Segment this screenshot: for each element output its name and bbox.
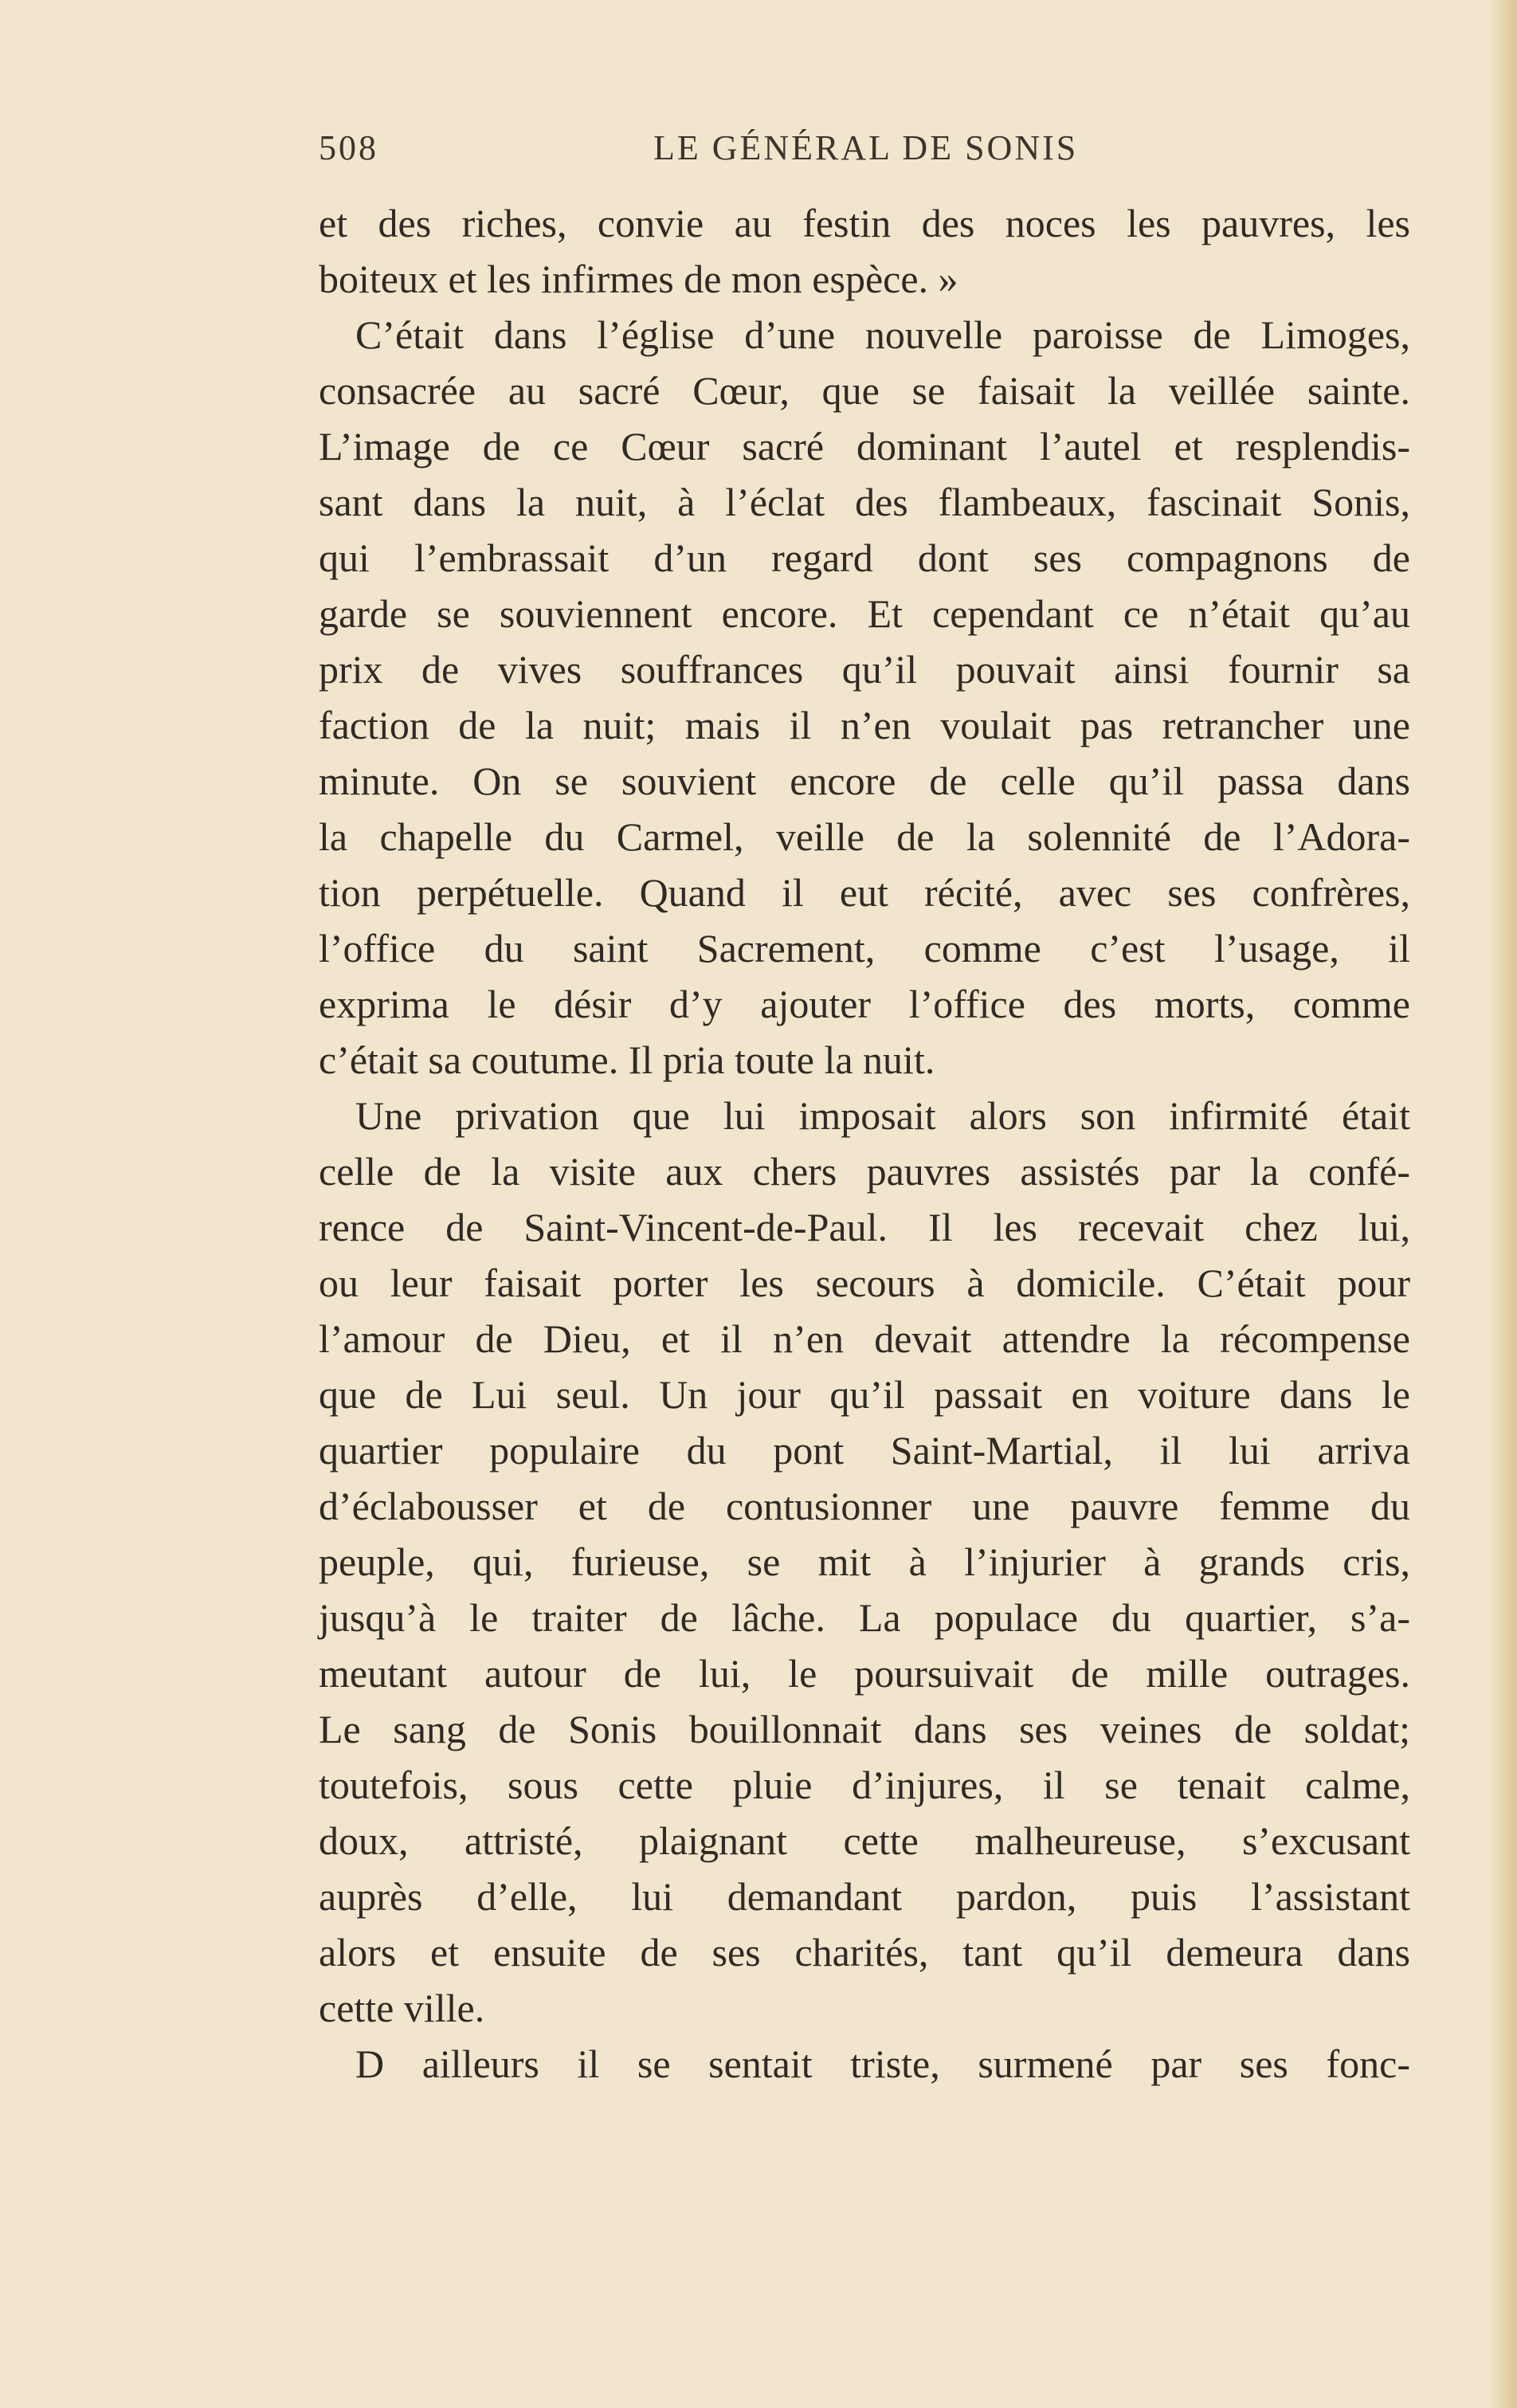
running-head: LE GÉNÉRAL DE SONIS <box>653 128 1079 167</box>
text-line: minute. On se souvient encore de celle qu’il passa dans <box>319 759 1410 803</box>
text-line: faction de la nuit; mais il n’en voulait pas retrancher une <box>319 703 1410 747</box>
text-line: exprima le désir d’y ajouter l’office des morts, comme <box>319 982 1410 1026</box>
text-line: toutefois, sous cette pluie d’injures, il se tenait calme, <box>319 1763 1410 1807</box>
text-line: l’office du saint Sacrement, comme c’est l’usage, il <box>319 926 1410 971</box>
text-line: quartier populaire du pont Saint-Martial, il lui arriva <box>319 1428 1410 1473</box>
text-line: auprès d’elle, lui demandant pardon, puis l’assistant <box>319 1874 1410 1919</box>
text-line: d’éclabousser et de contusionner une pauvre femme du <box>319 1484 1410 1528</box>
text-line: C’était dans l’église d’une nouvelle paroisse de Limoges, <box>355 312 1410 357</box>
text-line: cette ville. <box>319 1986 485 2030</box>
text-line: doux, attristé, plaignant cette malheureuse, s’excusant <box>319 1818 1410 1863</box>
text-line: que de Lui seul. Un jour qu’il passait en voiture dans le <box>319 1372 1410 1417</box>
text-line: rence de Saint-Vincent-de-Paul. Il les recevait chez lui, <box>319 1205 1410 1249</box>
text-line: tion perpétuelle. Quand il eut récité, avec ses confrères, <box>319 870 1410 915</box>
text-line: boiteux et les infirmes de mon espèce. » <box>319 257 958 301</box>
page-header <box>319 127 1410 175</box>
page-edge <box>1490 0 1517 2408</box>
text-line: jusqu’à le traiter de lâche. La populace du quartier, s’a- <box>319 1595 1410 1640</box>
text-line: la chapelle du Carmel, veille de la solennité de l’Adora- <box>319 814 1410 859</box>
text-line: meutant autour de lui, le poursuivait de mille outrages. <box>319 1651 1410 1696</box>
text-line: l’amour de Dieu, et il n’en devait attendre la récompense <box>319 1316 1410 1361</box>
text-line: qui l’embrassait d’un regard dont ses compagnons de <box>319 535 1410 580</box>
text-line: Une privation que lui imposait alors son infirmité était <box>355 1093 1410 1138</box>
text-line: ou leur faisait porter les secours à domicile. C’était pour <box>319 1261 1410 1305</box>
text-line: D ailleurs il se sentait triste, surmené par ses fonc- <box>355 2041 1410 2086</box>
text-line: et des riches, convie au festin des noces les pauvres, les <box>319 201 1410 245</box>
text-line: alors et ensuite de ses charités, tant qu’il demeura dans <box>319 1930 1410 1975</box>
text-line: peuple, qui, furieuse, se mit à l’injurier à grands cris, <box>319 1539 1410 1584</box>
text-line: garde se souviennent encore. Et cependant ce n’était qu’au <box>319 591 1410 636</box>
text-line: prix de vives souffrances qu’il pouvait ainsi fournir sa <box>319 647 1410 692</box>
text-line: Le sang de Sonis bouillonnait dans ses veines de soldat; <box>319 1707 1410 1751</box>
text-line: consacrée au sacré Cœur, que se faisait la veillée sainte. <box>319 368 1410 413</box>
text-line: sant dans la nuit, à l’éclat des flambeaux, fascinait Sonis, <box>319 480 1410 524</box>
body-text <box>319 195 1410 2092</box>
page-number: 508 <box>319 128 378 167</box>
text-line: c’était sa coutume. Il pria toute la nuit. <box>319 1037 935 1082</box>
text-line: L’image de ce Cœur sacré dominant l’autel et resplendis- <box>319 424 1410 469</box>
text-line: celle de la visite aux chers pauvres assistés par la confé- <box>319 1149 1410 1194</box>
